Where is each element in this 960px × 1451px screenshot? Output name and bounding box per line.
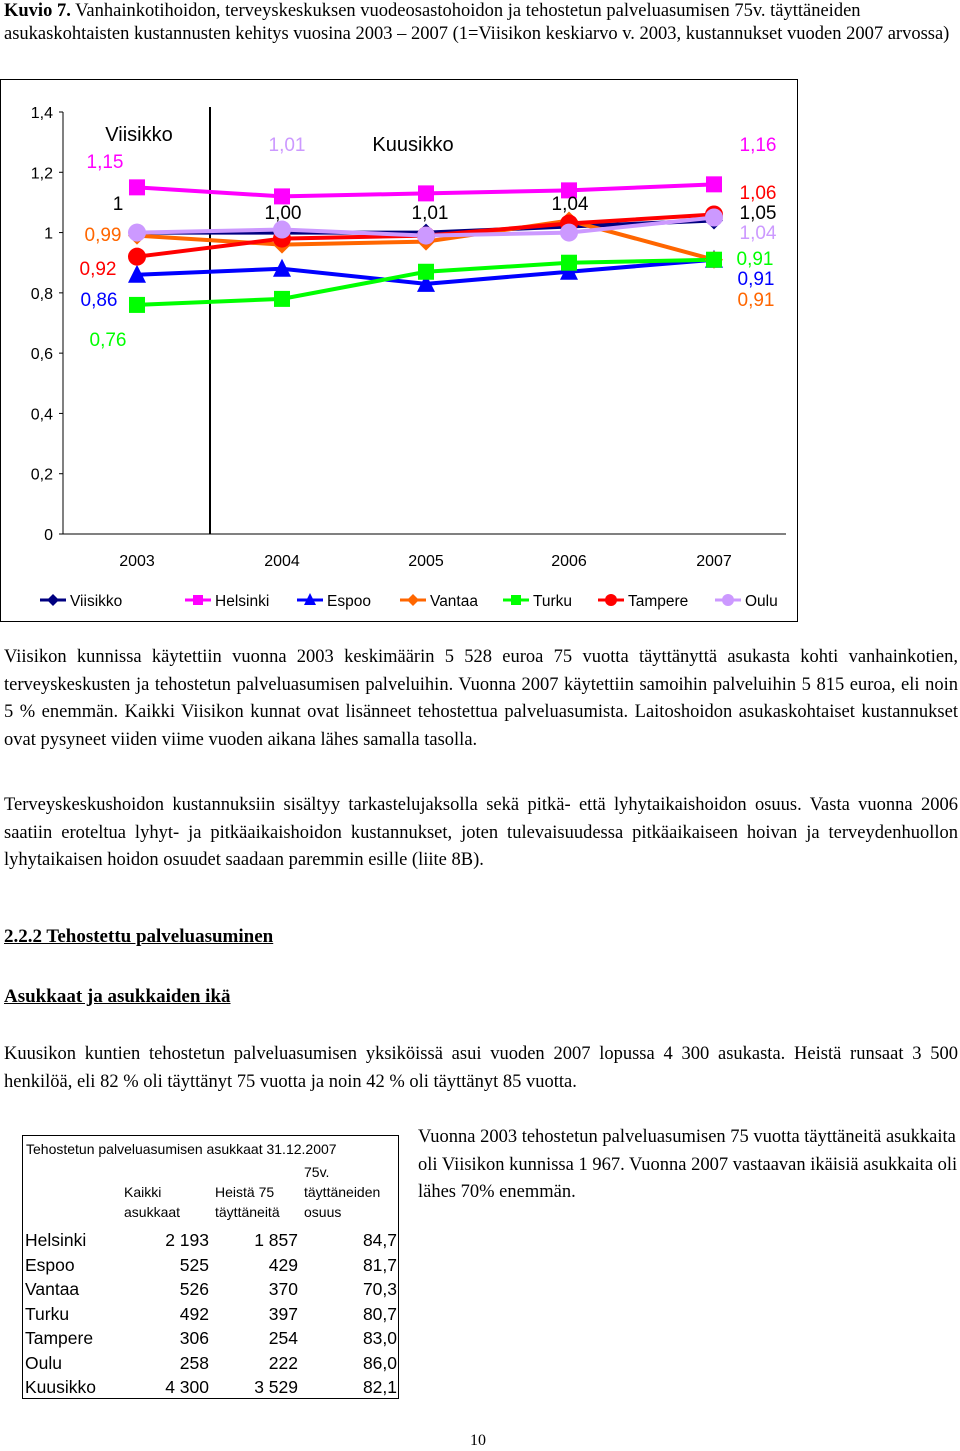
table-row (25, 1253, 397, 1278)
annotation-label: 0,76 (89, 330, 127, 351)
municipality-cell: Oulu (25, 1352, 62, 1373)
cost-trend-chart (0, 76, 960, 631)
table-header-share: 75v. täyttäneiden osuus (304, 1164, 381, 1220)
annotation-label: 1,15 (86, 152, 124, 173)
annotation-label: 0,91 (737, 269, 775, 290)
annotation-label: 0,99 (84, 225, 122, 246)
square-marker (561, 255, 577, 271)
residents-75-cell: 370 (268, 1279, 298, 1300)
all-residents-cell: 258 (179, 1352, 209, 1373)
table-row (25, 1326, 397, 1351)
municipality-cell: Helsinki (25, 1230, 87, 1251)
legend-label: Tampere (628, 593, 689, 610)
all-residents-cell: 492 (179, 1303, 209, 1324)
annotation-label: 1,06 (739, 183, 777, 204)
x-tick-label: 2003 (119, 553, 155, 570)
circle-marker (560, 224, 578, 242)
all-residents-cell: 4 300 (165, 1377, 209, 1398)
y-tick-label: 0,8 (30, 285, 53, 303)
municipality-cell: Kuusikko (25, 1377, 97, 1398)
square-marker (193, 595, 203, 605)
side-paragraph: Vuonna 2003 tehostetun palveluasumisen 75 vuotta täyttäneitä asukkaita oli Viisikon kunnissa 1 967. Vuonna 2007 vastaavan ikäisiä asukkaita oli lähes 70% enemmän. (418, 1127, 958, 1202)
residents-table (25, 1228, 397, 1400)
paragraph-residents: Kuusikon kuntien tehostetun palveluasumisen yksiköissä asui vuoden 2007 lopussa 4 300 asukasta. Heistä runsaat 3 500 henkilöä, eli 82 % oli täyttänyt 75 vuotta ja noin 42 % oli täyttänyt 85 vuotta. (4, 1044, 958, 1092)
square-marker (129, 297, 145, 313)
square-marker (511, 595, 521, 605)
subsection-heading-residents: Asukkaat ja asukkaiden ikä (4, 986, 231, 1007)
table-row (25, 1277, 397, 1302)
legend-label: Turku (533, 593, 573, 610)
figure-caption-text: Vanhainkotihoidon, terveyskeskuksen vuodeosastohoidon ja tehostetun palveluasumisen 75v. täyttäneiden asukaskohtaisten kustannusten kehitys vuosina 2003 – 2007 (1=Viisikon keskiarvo v. 2003, kustannukset vuoden 2007 arvossa) (4, 1, 950, 44)
municipality-cell: Vantaa (25, 1279, 80, 1300)
legend-label: Oulu (745, 593, 778, 610)
x-tick-label: 2004 (264, 553, 300, 570)
legend-label: Helsinki (215, 593, 270, 610)
circle-marker (128, 224, 146, 242)
annotation-label: 1,05 (739, 203, 777, 224)
x-tick-label: 2005 (408, 553, 444, 570)
table-title: Tehostetun palveluasumisen asukkaat 31.12.2007 (26, 1141, 337, 1157)
annotation-label: 0,86 (80, 290, 118, 311)
annotation-label: Viisikko (105, 124, 173, 146)
x-tick-label: 2006 (551, 553, 587, 570)
x-tick-label: 2007 (696, 553, 732, 570)
share-cell: 70,3 (362, 1279, 397, 1300)
table-row (25, 1228, 397, 1253)
annotation-label: 1,16 (739, 135, 777, 156)
share-cell: 80,7 (362, 1303, 397, 1324)
annotation-label: 1,01 (268, 135, 306, 156)
annotation-label: 1,04 (739, 223, 777, 244)
y-tick-label: 1,2 (30, 165, 53, 183)
y-tick-label: 1 (44, 225, 53, 243)
diamond-marker (407, 594, 419, 606)
circle-marker (128, 248, 146, 266)
table-header-all: Kaikki asukkaat (124, 1184, 181, 1220)
all-residents-cell: 2 193 (165, 1230, 209, 1251)
y-tick-label: 0,4 (30, 406, 53, 424)
y-tick-label: 0,6 (30, 346, 53, 364)
legend-label: Viisikko (70, 593, 123, 610)
annotation-label: 1,01 (411, 203, 449, 224)
square-marker (274, 188, 290, 204)
residents-75-cell: 429 (268, 1254, 298, 1275)
square-marker (274, 291, 290, 307)
share-cell: 86,0 (362, 1352, 397, 1373)
paragraph-cost-summary: Viisikon kunnissa käytettiin vuonna 2003 keskimäärin 5 528 euroa 75 vuotta täyttänyttä asukasta kohti vanhainkotien, terveyskeskusten ja tehostetun palveluasumisen palveluihin. Vuonna 2007 käytettiin samoihin palveluihin 5 815 euroa, eli noin 5 % enemmän. Kaikki Viisikon kunnat ovat lisänneet tehostettua palveluasumista. Laitoshoidon asukaskohtaiset kustannukset ovat pysyneet viiden viime vuoden aikana lähes samalla tasolla. (4, 647, 958, 750)
annotation-label: 0,91 (736, 249, 774, 270)
table-header-75: Heistä 75 täyttäneitä (215, 1184, 280, 1220)
y-tick-label: 0,2 (30, 466, 53, 484)
all-residents-cell: 526 (179, 1279, 209, 1300)
municipality-cell: Tampere (25, 1328, 94, 1349)
circle-marker (605, 594, 617, 606)
share-cell: 83,0 (362, 1328, 397, 1349)
square-marker (706, 252, 722, 268)
y-tick-label: 1,4 (30, 105, 53, 122)
table-row (25, 1375, 397, 1400)
residents-table-box (22, 1135, 399, 1399)
section-heading-2-2-2: 2.2.2 Tehostettu palveluasuminen (4, 926, 274, 947)
residents-75-cell: 1 857 (254, 1230, 298, 1251)
annotation-label: 1,04 (551, 194, 589, 215)
figure-caption-lead: Kuvio 7. (4, 1, 71, 21)
residents-75-cell: 397 (268, 1303, 298, 1324)
legend-label: Espoo (327, 593, 371, 610)
share-cell: 82,1 (362, 1377, 397, 1398)
residents-75-cell: 3 529 (254, 1377, 298, 1398)
municipality-cell: Espoo (25, 1254, 75, 1275)
square-marker (418, 185, 434, 201)
annotation-label: Kuusikko (372, 134, 454, 156)
table-row (25, 1351, 397, 1376)
annotation-label: 0,91 (737, 290, 775, 311)
diamond-marker (47, 594, 59, 606)
legend-label: Vantaa (430, 593, 478, 610)
share-cell: 81,7 (362, 1254, 397, 1275)
municipality-cell: Turku (25, 1303, 70, 1324)
all-residents-cell: 306 (179, 1328, 209, 1349)
circle-marker (417, 227, 435, 245)
residents-75-cell: 222 (268, 1352, 298, 1373)
table-row (25, 1302, 397, 1327)
square-marker (706, 176, 722, 192)
y-tick-label: 0 (44, 527, 53, 544)
residents-75-cell: 254 (268, 1328, 298, 1349)
annotation-label: 0,92 (79, 259, 117, 280)
figure-caption (4, 0, 954, 46)
annotation-label: 1 (112, 194, 124, 215)
annotation-label: 1,00 (264, 203, 302, 224)
all-residents-cell: 525 (179, 1254, 209, 1275)
circle-marker (722, 594, 734, 606)
square-marker (418, 264, 434, 280)
page-number: 10 (470, 1432, 486, 1449)
circle-marker (705, 209, 723, 227)
paragraph-health-centre: Terveyskeskushoidon kustannuksiin sisältyy tarkastelujaksolla sekä pitkä- että lyhytaikaishoidon osuus. Vasta vuonna 2006 saatiin eroteltua lyhyt- ja pitkäaikaishoidon kustannukset, joten tulevaisuudessa pitkäaikaiseen hoivan ja terveydenhuollon lyhytaikaisen hoidon osuudet saadaan paremmin esille (liite 8B). (4, 795, 958, 870)
square-marker (129, 179, 145, 195)
share-cell: 84,7 (362, 1230, 397, 1251)
